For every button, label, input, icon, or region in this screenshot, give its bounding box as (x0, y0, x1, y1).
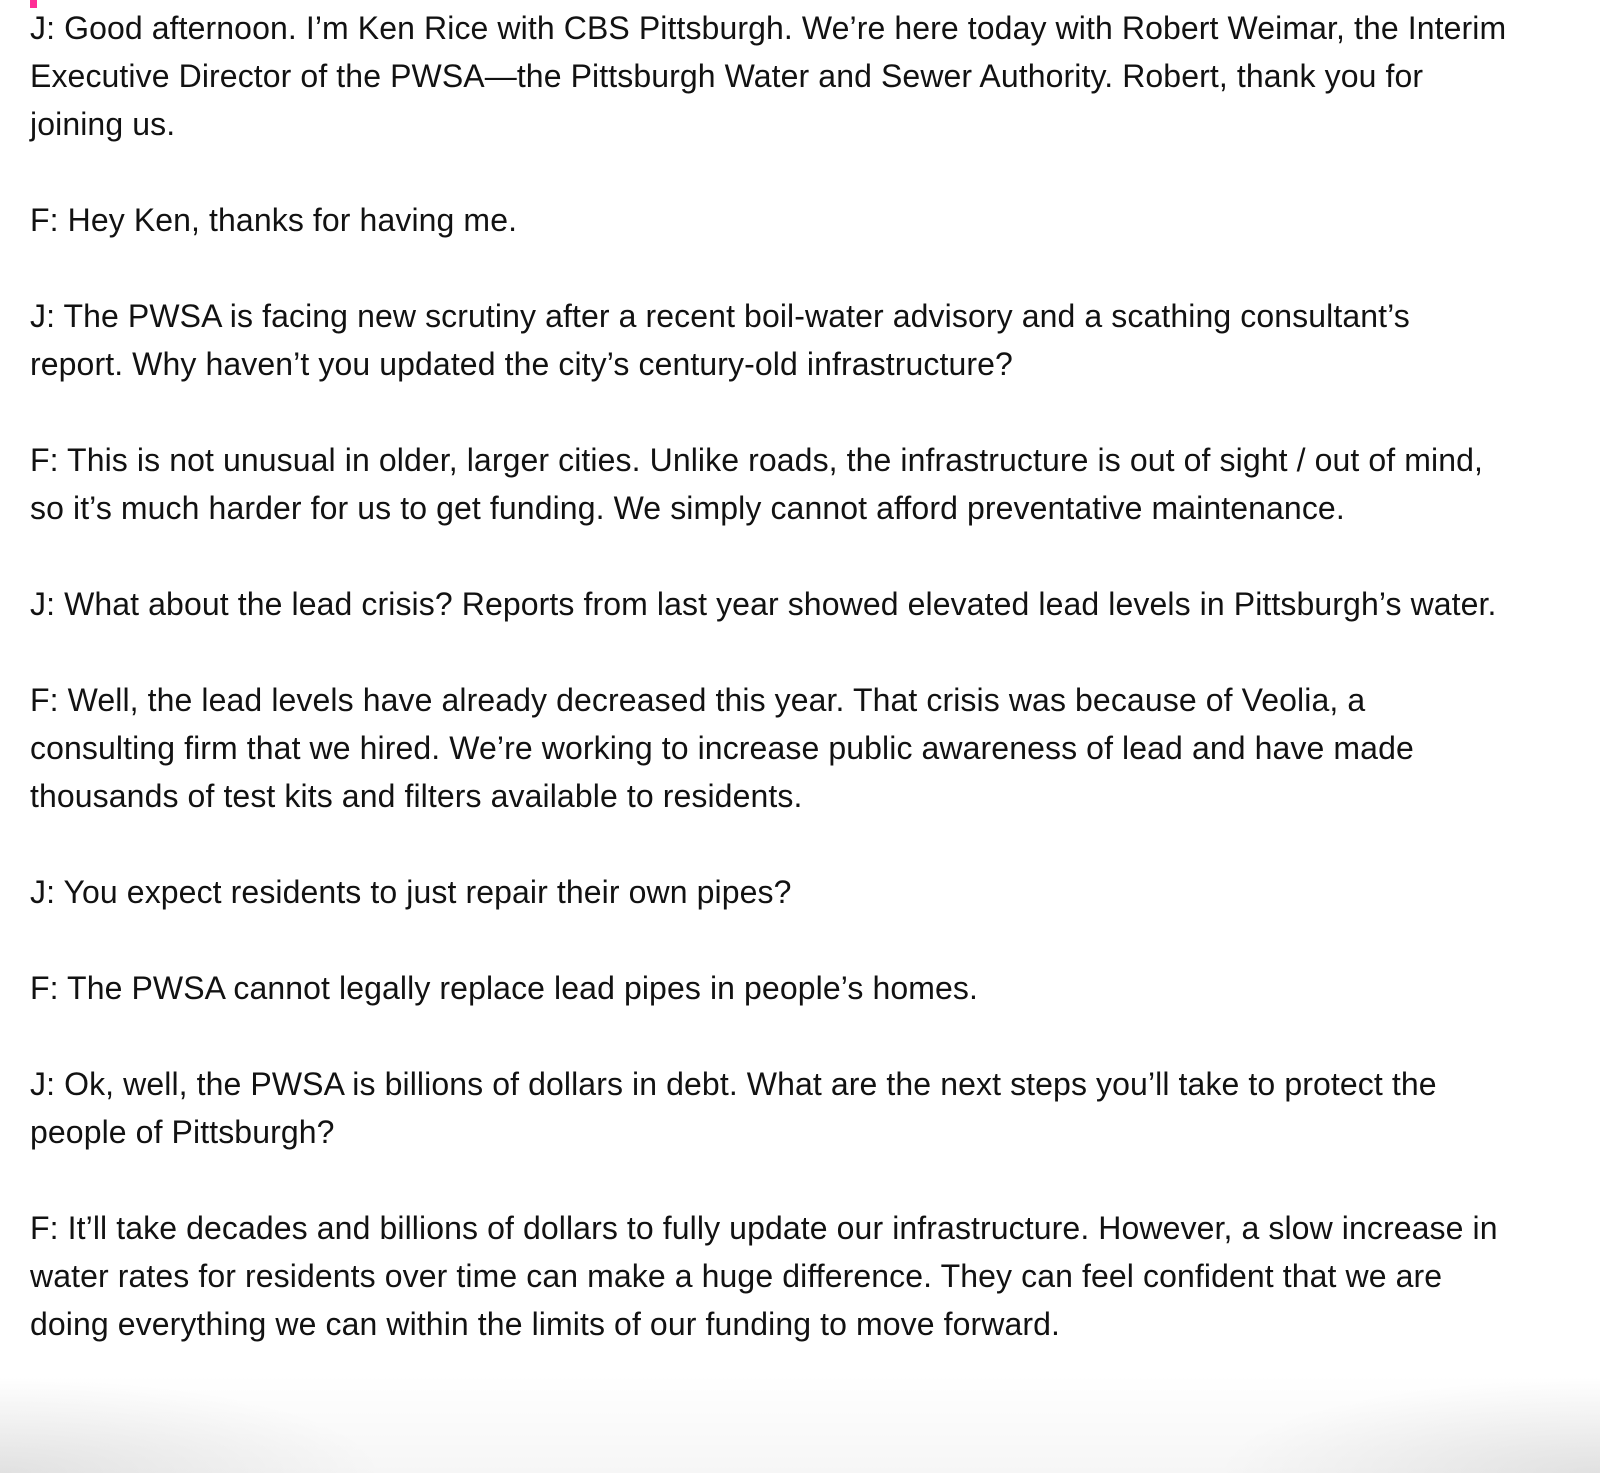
transcript-paragraph: F: Hey Ken, thanks for having me. (30, 202, 518, 238)
transcript-paragraph: F: The PWSA cannot legally replace lead pipes in people’s homes. (30, 970, 978, 1006)
transcript-paragraph: J: Good afternoon. I’m Ken Rice with CBS Pittsburgh. We’re here today with Robert Weimar, the Interim Executive Director of the PWSA—the Pittsburgh Water and Sewer Authority. Robert, thank you for joining us. (30, 10, 1507, 142)
transcript-paragraph: F: It’ll take decades and billions of dollars to fully update our infrastructure. However, a slow increase in water rates for residents over time can make a huge difference. They can feel confident that we are doing everything we can within the limits of our funding to move forward. (30, 1210, 1498, 1342)
transcript-paragraph: J: The PWSA is facing new scrutiny after a recent boil-water advisory and a scathing consultant’s report. Why haven’t you updated the city’s century-old infrastructure? (30, 298, 1410, 382)
transcript-paragraph: F: Well, the lead levels have already decreased this year. That crisis was because of Veolia, a consulting firm that we hired. We’re working to increase public awareness of lead and have made thousands of test kits and filters available to residents. (30, 682, 1414, 814)
transcript-paragraph: F: This is not unusual in older, larger cities. Unlike roads, the infrastructure is out of sight / out of mind, so it’s much harder for us to get funding. We simply cannot afford preventative maintenance. (30, 442, 1483, 526)
transcript-paragraph: J: You expect residents to just repair their own pipes? (30, 874, 792, 910)
transcript-paragraph: J: Ok, well, the PWSA is billions of dollars in debt. What are the next steps you’ll take to protect the people of Pittsburgh? (30, 1066, 1437, 1150)
transcript-paragraph: J: What about the lead crisis? Reports from last year showed elevated lead levels in Pittsburgh’s water. (30, 586, 1497, 622)
